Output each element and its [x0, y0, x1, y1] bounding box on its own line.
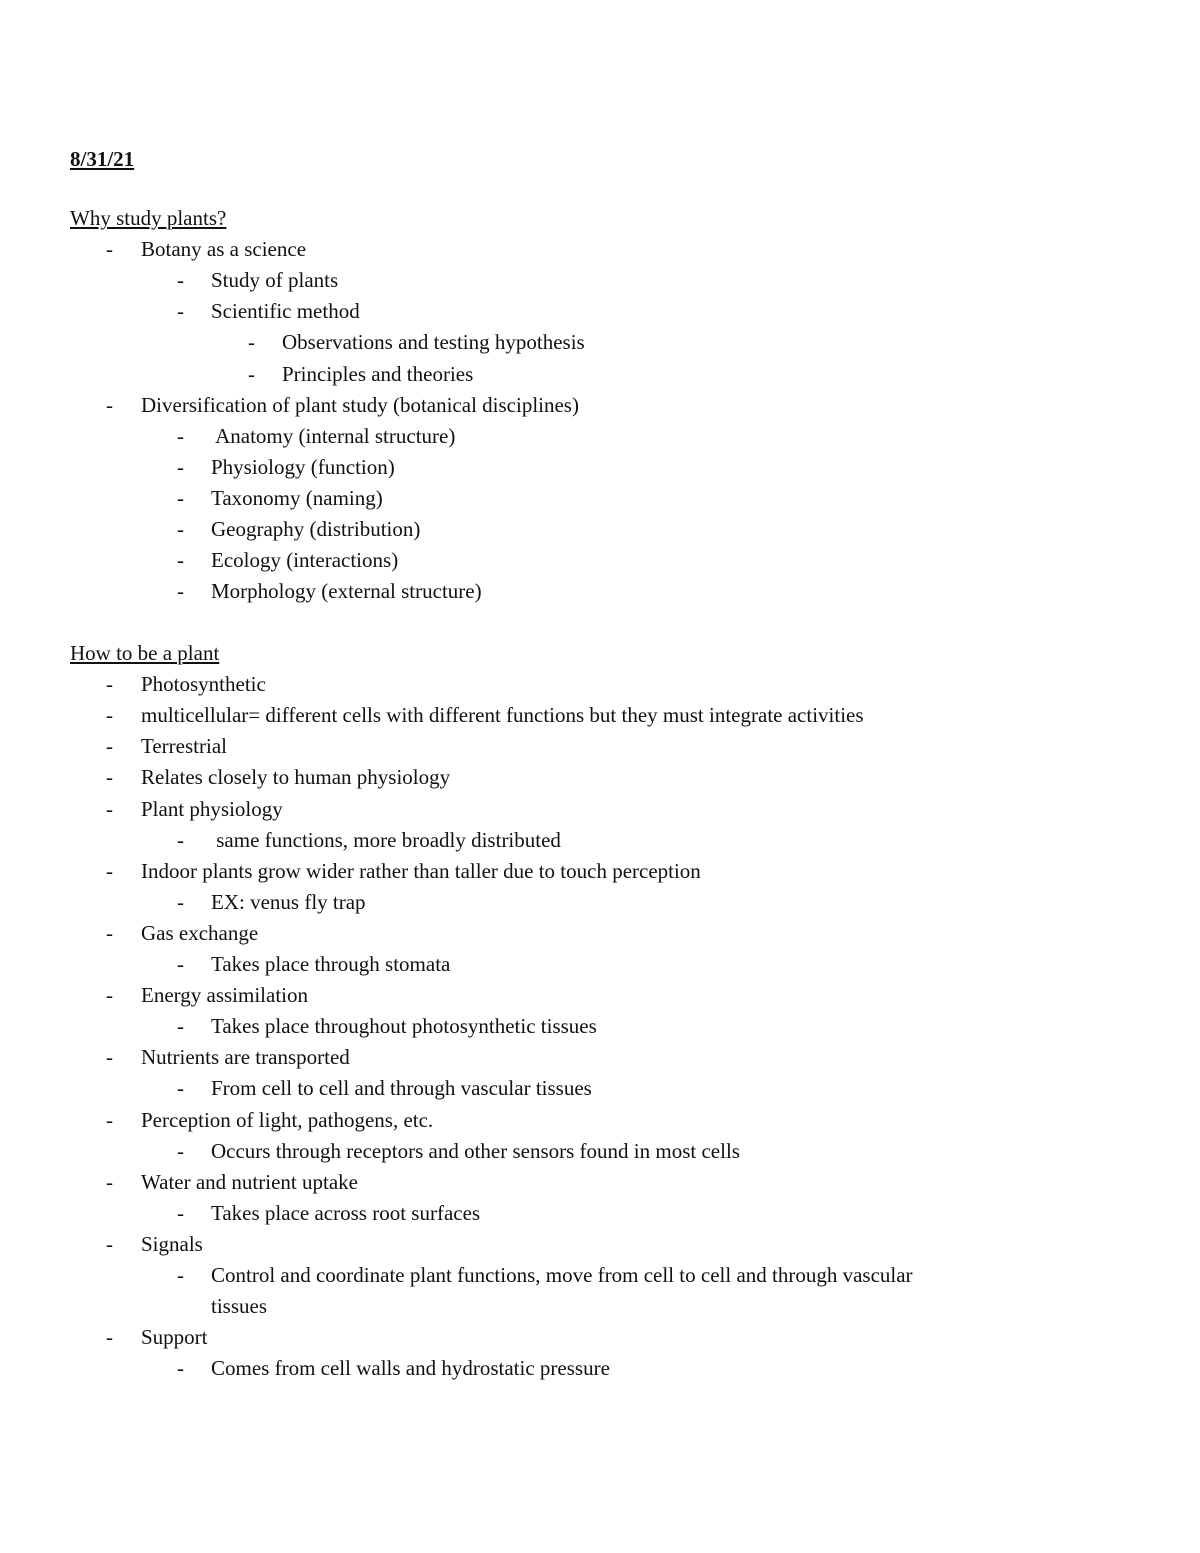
bullet-dash: - [106, 237, 113, 261]
list-item-text: Anatomy (internal structure) [211, 424, 456, 448]
bullet-dash: - [177, 1263, 184, 1287]
bullet-dash: - [177, 1076, 184, 1100]
bullet-dash: - [106, 703, 113, 727]
list-item [0, 296, 1100, 327]
list-item [0, 545, 1100, 576]
list-item-text: Takes place through stomata [211, 952, 451, 976]
bullet-dash: - [106, 797, 113, 821]
bullet-dash: - [177, 1014, 184, 1038]
list-item-text: Scientific method [211, 299, 360, 323]
list-item [0, 1073, 1100, 1104]
list-item-text: Takes place throughout photosynthetic tissues [211, 1014, 597, 1038]
list-item [0, 1105, 1100, 1136]
list-item [0, 390, 1100, 421]
bullet-dash: - [177, 299, 184, 323]
bullet-dash: - [106, 734, 113, 758]
list-item-text: Energy assimilation [141, 983, 309, 1007]
list-item-text: Gas exchange [141, 921, 259, 945]
bullet-dash: - [106, 1325, 113, 1349]
bullet-dash: - [177, 455, 184, 479]
list-item-text: Observations and testing hypothesis [282, 330, 585, 354]
list-item-text: Botany as a science [141, 237, 307, 261]
list-item [0, 1167, 1100, 1198]
list-item [0, 856, 1100, 887]
bullet-dash: - [177, 890, 184, 914]
list-item-text: Occurs through receptors and other sensors found in most cells [211, 1139, 740, 1163]
bullet-dash: - [106, 393, 113, 417]
bullet-dash: - [106, 921, 113, 945]
list-item [0, 421, 1100, 452]
list-item-text: Taxonomy (naming) [211, 486, 383, 510]
list-item [0, 731, 1100, 762]
list-item [0, 1291, 1100, 1322]
list-item-text: Morphology (external structure) [211, 579, 482, 603]
bullet-dash: - [106, 1232, 113, 1256]
section-heading: Why study plants? [70, 206, 227, 230]
bullet-dash: - [177, 952, 184, 976]
bullet-dash: - [106, 983, 113, 1007]
list-item [0, 359, 1100, 390]
list-item-text: Signals [141, 1232, 203, 1256]
list-item-text: Study of plants [211, 268, 339, 292]
list-item [0, 1353, 1100, 1384]
list-item-text: Takes place across root surfaces [211, 1201, 481, 1225]
list-item [0, 1229, 1100, 1260]
list-item-text: From cell to cell and through vascular tissues [211, 1076, 592, 1100]
list-item [0, 700, 1100, 731]
list-item-text: Plant physiology [141, 797, 283, 821]
list-item-text: Geography (distribution) [211, 517, 421, 541]
bullet-dash: - [177, 486, 184, 510]
list-item-text: Comes from cell walls and hydrostatic pressure [211, 1356, 610, 1380]
list-item [0, 887, 1100, 918]
bullet-dash: - [106, 1045, 113, 1069]
note-date: 8/31/21 [70, 147, 135, 171]
bullet-dash: - [106, 859, 113, 883]
bullet-dash: - [177, 268, 184, 292]
list-item [0, 1198, 1100, 1229]
list-item-text: Control and coordinate plant functions, move from cell to cell and through vascular [211, 1263, 913, 1287]
list-item [0, 576, 1100, 607]
bullet-dash: - [177, 579, 184, 603]
list-item-text: Photosynthetic [141, 672, 266, 696]
list-item [0, 234, 1100, 265]
list-item [0, 949, 1100, 980]
list-item-text: Physiology (function) [211, 455, 395, 479]
list-item [0, 825, 1100, 856]
list-item [0, 1011, 1100, 1042]
bullet-dash: - [106, 1108, 113, 1132]
list-item-text: Ecology (interactions) [211, 548, 399, 572]
list-item [0, 980, 1100, 1011]
bullet-dash: - [177, 424, 184, 448]
list-item-text: Terrestrial [141, 734, 227, 758]
bullet-dash: - [177, 1139, 184, 1163]
list-item-text: multicellular= different cells with different functions but they must integrate activities [141, 703, 864, 727]
list-item-text: same functions, more broadly distributed [211, 828, 561, 852]
list-item [0, 669, 1100, 700]
list-item-text: Support [141, 1325, 208, 1349]
list-item-text: Water and nutrient uptake [141, 1170, 358, 1194]
list-item-text: Diversification of plant study (botanical disciplines) [141, 393, 579, 417]
list-item [0, 1136, 1100, 1167]
list-item [0, 1322, 1100, 1353]
list-item-text: Principles and theories [282, 362, 474, 386]
list-item [0, 327, 1100, 358]
list-item [0, 514, 1100, 545]
list-item-text: tissues [211, 1294, 268, 1318]
section-heading: How to be a plant [70, 641, 220, 665]
bullet-dash: - [177, 828, 184, 852]
list-item [0, 265, 1100, 296]
bullet-dash: - [248, 330, 255, 354]
list-item-text: Indoor plants grow wider rather than taller due to touch perception [141, 859, 701, 883]
list-item [0, 452, 1100, 483]
bullet-dash: - [248, 362, 255, 386]
list-item [0, 483, 1100, 514]
bullet-dash: - [177, 1201, 184, 1225]
bullet-dash: - [177, 548, 184, 572]
list-item [0, 762, 1100, 793]
bullet-dash: - [177, 517, 184, 541]
list-item [0, 918, 1100, 949]
bullet-dash: - [106, 765, 113, 789]
list-item-text: Nutrients are transported [141, 1045, 350, 1069]
bullet-dash: - [177, 1356, 184, 1380]
bullet-dash: - [106, 1170, 113, 1194]
list-item [0, 794, 1100, 825]
list-item [0, 1042, 1100, 1073]
list-item [0, 1260, 1100, 1291]
list-item-text: Perception of light, pathogens, etc. [141, 1108, 434, 1132]
list-item-text: EX: venus fly trap [211, 890, 366, 914]
list-item-text: Relates closely to human physiology [141, 765, 451, 789]
bullet-dash: - [106, 672, 113, 696]
